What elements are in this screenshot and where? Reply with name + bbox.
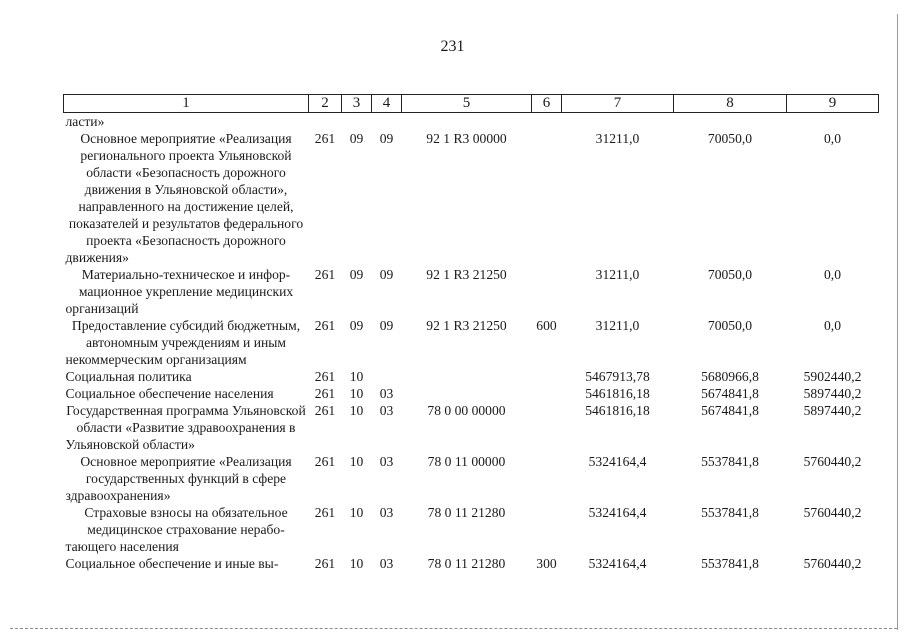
row-code-subsection: 03	[379, 505, 394, 520]
budget-table	[63, 94, 879, 572]
row-code-subsection	[372, 113, 402, 131]
row-code-expense-type	[532, 453, 562, 504]
row-code-subsection: 03	[379, 454, 394, 469]
row-code-ministry: 261	[314, 369, 336, 384]
header-col-7: 7	[562, 95, 674, 113]
row-code-target	[402, 385, 532, 402]
header-col-5: 5	[402, 95, 532, 113]
header-col-3: 3	[342, 95, 372, 113]
row-code-ministry	[309, 113, 342, 131]
row-code-expense-type: 600	[536, 318, 557, 333]
row-amount-col8	[674, 113, 787, 131]
table-row	[64, 402, 879, 453]
row-amount-col9: 0,0	[824, 318, 841, 333]
row-amount-col7: 5461816,18	[585, 403, 650, 418]
row-code-expense-type	[532, 368, 562, 385]
row-code-ministry: 261	[314, 386, 336, 401]
row-amount-col8: 5674841,8	[701, 403, 759, 418]
header-col-6: 6	[532, 95, 562, 113]
row-code-subsection: 03	[379, 556, 394, 571]
row-code-expense-type	[532, 385, 562, 402]
row-name: Государственная программа Ульяновской области «Развитие здравоохранения в Ульяновской области»	[65, 403, 306, 452]
row-code-section: 10	[349, 556, 364, 571]
header-col-4: 4	[372, 95, 402, 113]
table-row	[64, 555, 879, 572]
row-code-subsection: 09	[379, 131, 394, 146]
row-code-ministry: 261	[314, 454, 336, 469]
row-code-target	[402, 113, 532, 131]
row-amount-col8: 70050,0	[707, 318, 753, 333]
table-row	[64, 504, 879, 555]
row-code-expense-type	[532, 402, 562, 453]
row-amount-col7: 5324164,4	[588, 505, 647, 520]
row-amount-col7: 31211,0	[595, 267, 640, 282]
row-name: Основное мероприятие «Реализация регионального проекта Ульяновской области «Безопасность дорожного движения в Ульяновской области», направленного на достижение целей, показателей и результатов федерального проекта «Безопасность дорожного движения»	[65, 131, 304, 265]
row-code-expense-type	[532, 113, 562, 131]
header-col-9: 9	[787, 95, 879, 113]
row-amount-col8: 5537841,8	[701, 556, 759, 571]
row-amount-col9: 5902440,2	[803, 369, 862, 384]
row-code-section: 09	[349, 267, 364, 282]
row-code-target: 92 1 R3 21250	[426, 267, 507, 282]
row-amount-col9: 5897440,2	[803, 386, 862, 401]
table-header	[64, 95, 879, 113]
row-code-subsection: 03	[379, 386, 394, 401]
row-name: Социальная политика	[65, 369, 192, 384]
row-code-subsection	[372, 368, 402, 385]
row-amount-col8: 5537841,8	[701, 505, 759, 520]
row-amount-col7: 31211,0	[595, 318, 640, 333]
row-amount-col8: 5680966,8	[701, 369, 759, 384]
row-code-section: 10	[349, 369, 364, 384]
table-row	[64, 385, 879, 402]
row-code-target: 78 0 11 21280	[427, 556, 506, 571]
row-amount-col7: 5324164,4	[588, 556, 647, 571]
row-amount-col9: 0,0	[824, 131, 841, 146]
row-amount-col7: 31211,0	[595, 131, 640, 146]
row-code-ministry: 261	[314, 556, 336, 571]
row-code-section: 09	[349, 131, 364, 146]
row-code-target: 92 1 R3 21250	[426, 318, 507, 333]
header-row	[64, 95, 879, 113]
row-code-expense-type	[532, 266, 562, 317]
row-code-ministry: 261	[314, 403, 336, 418]
table-row	[64, 317, 879, 368]
row-code-expense-type: 300	[536, 556, 557, 571]
row-code-ministry: 261	[314, 131, 336, 146]
row-name: Предоставление субсидий бюджетным, автономным учреждениям и иным некоммерческим организациям	[65, 318, 301, 367]
row-code-target: 78 0 11 00000	[427, 454, 506, 469]
header-col-1: 1	[64, 95, 309, 113]
row-amount-col9: 5760440,2	[803, 556, 862, 571]
row-code-target: 92 1 R3 00000	[426, 131, 507, 146]
row-code-expense-type	[532, 130, 562, 266]
header-col-8: 8	[674, 95, 787, 113]
row-code-target	[402, 368, 532, 385]
table-row	[64, 113, 879, 131]
table-row	[64, 266, 879, 317]
row-amount-col8: 70050,0	[707, 267, 753, 282]
row-name: Социальное обеспечение населения	[65, 386, 274, 401]
row-code-ministry: 261	[314, 267, 336, 282]
table-body	[64, 113, 879, 573]
table-row	[64, 453, 879, 504]
row-code-target: 78 0 00 00000	[427, 403, 506, 418]
row-name: Основное мероприятие «Реализация государственных функций в сфере здравоохранения»	[65, 454, 292, 503]
row-amount-col9: 5897440,2	[803, 403, 862, 418]
row-name: Материально-техническое и информационное укрепление медицинских организаций	[65, 267, 294, 316]
row-amount-col9: 5760440,2	[803, 454, 862, 469]
row-code-ministry: 261	[314, 505, 336, 520]
row-code-section: 10	[349, 454, 364, 469]
table-row	[64, 368, 879, 385]
row-code-expense-type	[532, 504, 562, 555]
row-amount-col8: 5674841,8	[701, 386, 759, 401]
row-amount-col7: 5461816,18	[585, 386, 650, 401]
row-amount-col9: 0,0	[824, 267, 841, 282]
row-code-ministry: 261	[314, 318, 336, 333]
row-code-subsection: 03	[379, 403, 394, 418]
row-name: Страховые взносы на обязательное медицинское страхование неработающего населения	[65, 505, 288, 554]
header-col-2: 2	[309, 95, 342, 113]
row-amount-col9: 5760440,2	[803, 505, 862, 520]
row-code-section: 09	[349, 318, 364, 333]
row-code-section: 10	[349, 505, 364, 520]
row-amount-col7	[562, 113, 674, 131]
row-code-subsection: 09	[379, 267, 394, 282]
row-amount-col7: 5467913,78	[585, 369, 650, 384]
row-code-section: 10	[349, 403, 364, 418]
row-amount-col8: 5537841,8	[701, 454, 759, 469]
row-code-target: 78 0 11 21280	[427, 505, 506, 520]
row-name: Социальное обеспечение и иные вы-	[65, 556, 279, 571]
page-bottom-edge	[10, 628, 897, 629]
table-row	[64, 130, 879, 266]
row-amount-col8: 70050,0	[707, 131, 753, 146]
row-amount-col9	[787, 113, 879, 131]
row-code-subsection: 09	[379, 318, 394, 333]
row-code-section	[342, 113, 372, 131]
page-number: 231	[440, 38, 465, 55]
row-amount-col7: 5324164,4	[588, 454, 647, 469]
row-code-section: 10	[349, 386, 364, 401]
row-name: ласти»	[65, 114, 105, 129]
